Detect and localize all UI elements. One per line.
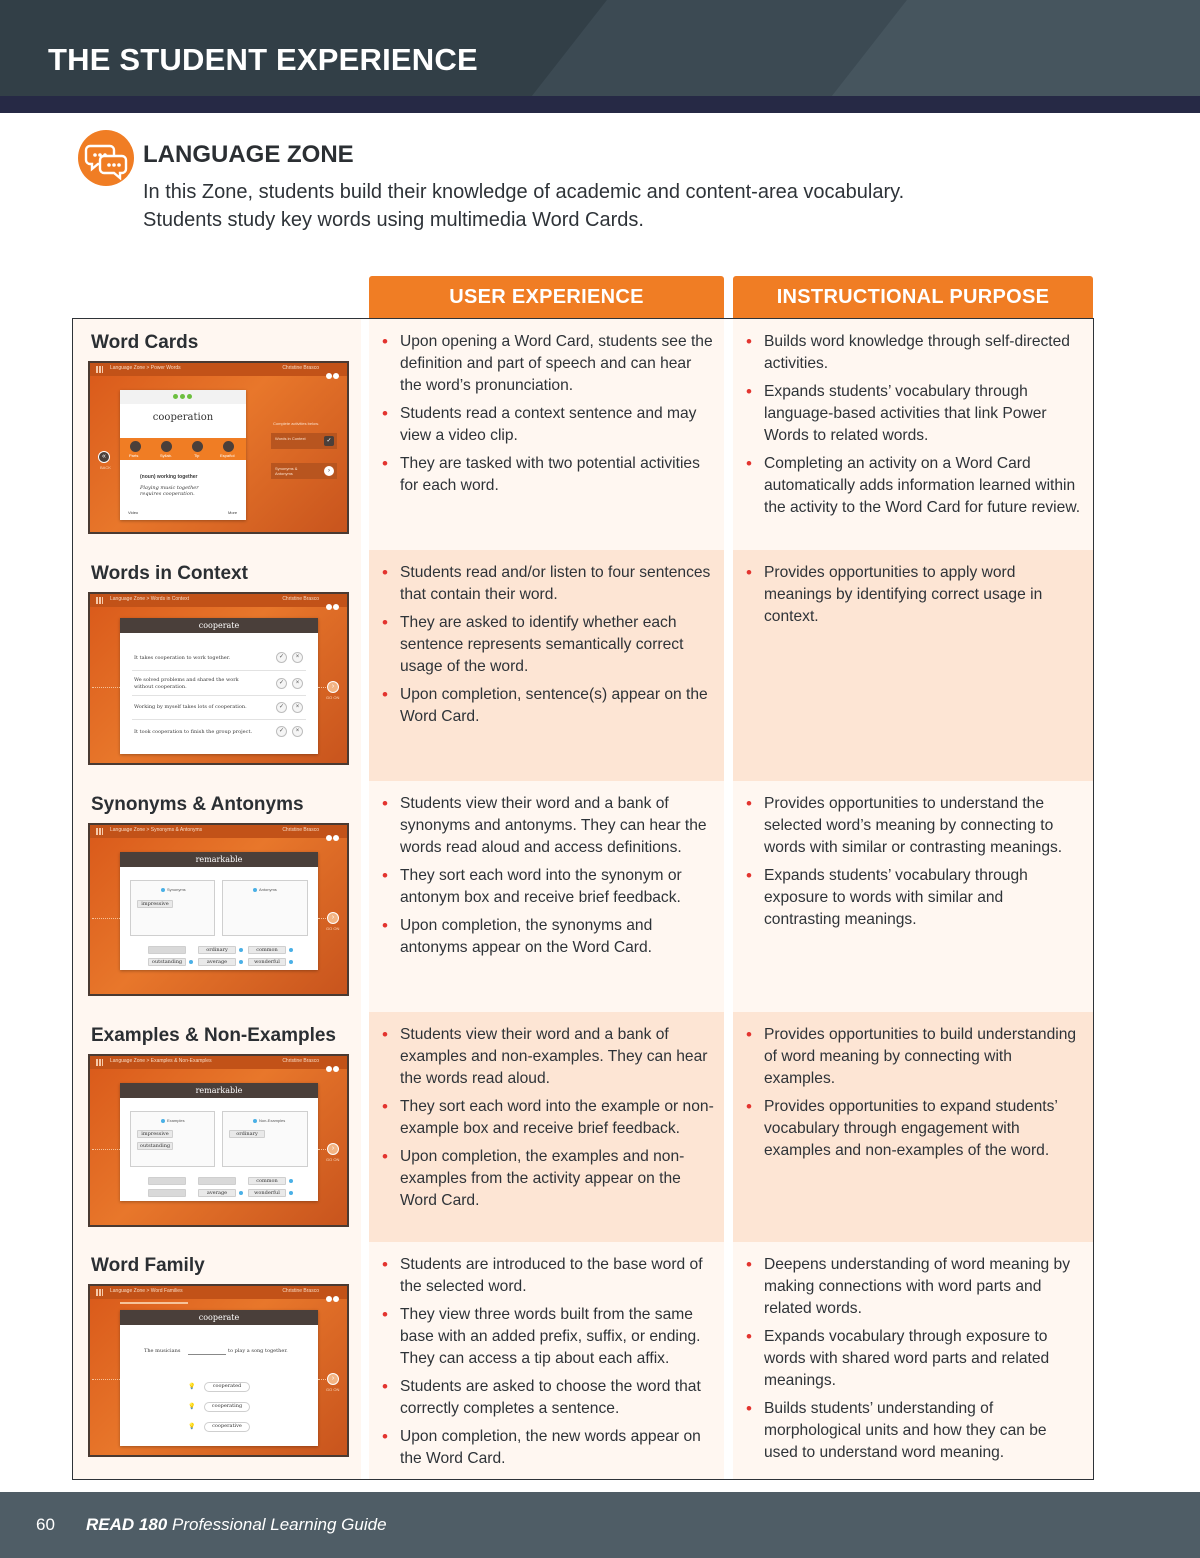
word-chip[interactable]: common: [248, 946, 286, 954]
tip-icon[interactable]: [192, 441, 203, 452]
lightbulb-icon[interactable]: 💡: [188, 1424, 196, 1430]
bullet-item: • Deepens understanding of word meaning by making connections with word parts and related words.: [745, 1254, 1083, 1320]
context-sentence: We solved problems and shared the work without cooperation.: [134, 677, 239, 690]
box-label: Synonyms: [167, 887, 186, 892]
bullet-item: • They are tasked with two potential activities for each word.: [381, 453, 714, 497]
bullet-item: • They are asked to identify whether each sentence represents semantically correct usage of the word.: [381, 612, 714, 678]
bullet-item: • Upon completion, the new words appear on the Word Card.: [381, 1426, 714, 1470]
go-on-label: GO ON: [326, 1157, 340, 1162]
context-sentence: It takes cooperation to work together.: [134, 655, 231, 661]
bullet-item: • Provides opportunities to build understanding of word meaning by connecting with examples.: [745, 1024, 1083, 1090]
non-examples-box[interactable]: [222, 1111, 308, 1167]
page-number: 60: [36, 1515, 55, 1534]
user-name: Christine Brasco: [282, 1288, 319, 1294]
bullet-item: • Upon completion, the examples and non-examples from the activity appear on the Word Card.: [381, 1146, 714, 1212]
user-name: Christine Brasco: [282, 827, 319, 833]
breadcrumb: Language Zone > Power Words: [110, 365, 181, 371]
lightbulb-icon[interactable]: 💡: [188, 1384, 196, 1390]
bullet-item: • Upon opening a Word Card, students see the definition and part of speech and can hear the word’s pronunciation.: [381, 331, 714, 397]
go-on-arrow-icon[interactable]: ›: [327, 1373, 339, 1385]
bullet-item: • They view three words built from the same base with an added prefix, suffix, or ending. They can access a tip about each affix.: [381, 1304, 714, 1370]
activity-word: cooperate: [120, 1310, 318, 1325]
context-sentence: Working by myself takes lots of cooperation.: [134, 704, 247, 710]
breadcrumb: Language Zone > Word Families: [110, 1288, 183, 1294]
word-chip[interactable]: wonderful: [248, 958, 286, 966]
instructional-purpose-cell: [733, 1012, 1093, 1242]
arrow-right-icon: ›: [324, 466, 334, 476]
row-label-cell: [73, 1012, 361, 1242]
table-row-words-in-context: [73, 550, 1093, 781]
go-on-arrow-icon[interactable]: ›: [327, 681, 339, 693]
footer-title: [86, 1515, 387, 1535]
synonyms-antonyms-screenshot: [88, 823, 349, 996]
column-header-user-experience: USER EXPERIENCE: [369, 276, 724, 318]
activities-label: Complete activities below.: [273, 421, 320, 426]
empty-slot: [198, 1177, 236, 1185]
incorrect-icon[interactable]: ×: [292, 678, 303, 689]
word-chip[interactable]: ordinary: [198, 946, 236, 954]
activity-synonyms-antonyms[interactable]: [271, 463, 337, 479]
row-title: Words in Context: [91, 563, 248, 584]
speech-bubbles-icon: [78, 130, 134, 186]
go-on-label: GO ON: [326, 926, 340, 931]
correct-icon[interactable]: ✓: [276, 726, 287, 737]
check-icon: ✓: [324, 436, 334, 446]
empty-slot: [148, 946, 186, 954]
bullet-item: • Students are introduced to the base word of the selected word.: [381, 1254, 714, 1298]
back-label: BACK: [100, 465, 111, 470]
word-chip[interactable]: impressive: [137, 1130, 173, 1138]
row-title: Examples & Non-Examples: [91, 1025, 336, 1046]
table-row-synonyms-antonyms: [73, 781, 1093, 1012]
breadcrumb: Language Zone > Synonyms & Antonyms: [110, 827, 203, 833]
zone-description-line: Students study key words using multimedia Word Cards.: [143, 209, 644, 231]
help-icon: [326, 835, 332, 841]
breadcrumb: Language Zone > Words in Context: [110, 596, 189, 602]
card-definition: (noun) working together: [140, 474, 198, 480]
activity-panel: [120, 618, 318, 754]
activity-panel: [120, 852, 318, 970]
header-accent-bar: [0, 96, 1200, 113]
examples-box[interactable]: [130, 1111, 215, 1167]
grid-icon: [96, 828, 103, 835]
user-experience-cell: [369, 1242, 724, 1479]
sentence-end: to play a song together.: [228, 1348, 288, 1354]
bullet-item: • Provides opportunities to understand the selected word’s meaning by connecting to words with similar or contrasting meanings.: [745, 793, 1083, 859]
sentence-start: The musicians: [144, 1348, 181, 1354]
tool-label: Español: [220, 453, 235, 458]
bullet-item: • Students view their word and a bank of synonyms and antonyms. They can hear the words read aloud and access definitions.: [381, 793, 714, 859]
word-chip[interactable]: impressive: [137, 900, 173, 908]
tool-label: Syllab.: [160, 453, 173, 458]
antonyms-box[interactable]: [222, 880, 308, 936]
close-icon: [333, 373, 339, 379]
bullet-item: • Provides opportunities to apply word meanings by identifying correct usage in context.: [745, 562, 1083, 628]
synonyms-box[interactable]: [130, 880, 215, 936]
empty-slot: [148, 1189, 186, 1197]
page-title: THE STUDENT EXPERIENCE: [48, 42, 478, 77]
bullet-item: • Provides opportunities to expand students’ vocabulary through engagement with examples and non-examples of the word.: [745, 1096, 1083, 1162]
activity-word: remarkable: [120, 1083, 318, 1098]
page-footer: [0, 1492, 1200, 1558]
zone-description: [143, 178, 1043, 234]
help-icon: [326, 1066, 332, 1072]
word-chip[interactable]: average: [198, 1189, 236, 1197]
activity-words-in-context[interactable]: [271, 433, 337, 449]
activity-word: cooperate: [120, 618, 318, 633]
grid-icon: [96, 366, 103, 373]
column-header-instructional-purpose: INSTRUCTIONAL PURPOSE: [733, 276, 1093, 318]
word-chip[interactable]: common: [248, 1177, 286, 1185]
table-row-word-family: [73, 1242, 1093, 1479]
activity-label: Words in Context: [275, 436, 306, 441]
lightbulb-icon[interactable]: 💡: [188, 1404, 196, 1410]
user-name: Christine Brasco: [282, 365, 319, 371]
card-sentence: Playing music together requires cooperation.: [140, 485, 199, 497]
page-header-banner: [0, 0, 1200, 96]
grid-icon: [96, 1059, 103, 1066]
correct-icon[interactable]: ✓: [276, 652, 287, 663]
grid-icon: [96, 597, 103, 604]
word-choice[interactable]: cooperated: [204, 1382, 250, 1392]
bullet-item: • Upon completion, sentence(s) appear on the Word Card.: [381, 684, 714, 728]
word-choice[interactable]: cooperative: [204, 1422, 250, 1432]
syllables-icon[interactable]: [161, 441, 172, 452]
bullet-item: • Students view their word and a bank of examples and non-examples. They can hear the words read aloud.: [381, 1024, 714, 1090]
incorrect-icon[interactable]: ×: [292, 652, 303, 663]
instructional-purpose-cell: [733, 781, 1093, 1012]
more-label[interactable]: More: [228, 510, 238, 515]
activity-label: Synonyms & Antonyms: [275, 466, 298, 476]
incorrect-icon[interactable]: ×: [292, 726, 303, 737]
incorrect-icon[interactable]: ×: [292, 702, 303, 713]
row-title: Word Cards: [91, 332, 199, 353]
card-progress: [120, 390, 246, 404]
tool-label: Tip: [194, 453, 200, 458]
close-icon: [333, 604, 339, 610]
context-sentence: It took cooperation to finish the group project.: [134, 729, 253, 735]
footer-guide-title: Professional Learning Guide: [172, 1515, 387, 1534]
words-in-context-screenshot: [88, 592, 349, 765]
user-experience-cell: [369, 781, 724, 1012]
table-row-examples-non-examples: [73, 1012, 1093, 1242]
user-name: Christine Brasco: [282, 596, 319, 602]
progress-indicator: [120, 1302, 188, 1304]
correct-icon[interactable]: ✓: [276, 702, 287, 713]
grid-icon: [96, 1289, 103, 1296]
correct-icon[interactable]: ✓: [276, 678, 287, 689]
instructional-purpose-cell: [733, 1242, 1093, 1479]
help-icon: [326, 373, 332, 379]
bullet-item: • Builds word knowledge through self-directed activities.: [745, 331, 1083, 375]
bullet-item: • Students read and/or listen to four sentences that contain their word.: [381, 562, 714, 606]
table-row-word-cards: [73, 319, 1093, 550]
user-experience-cell: [369, 550, 724, 781]
sentence-blank: [188, 1354, 226, 1355]
video-label[interactable]: Video: [128, 510, 139, 515]
row-title: Synonyms & Antonyms: [91, 794, 304, 815]
word-chip[interactable]: average: [198, 958, 236, 966]
row-title: Word Family: [91, 1255, 205, 1276]
word-chip[interactable]: wonderful: [248, 1189, 286, 1197]
row-label-cell: [73, 781, 361, 1012]
bullet-item: • Expands students’ vocabulary through exposure to words with similar and contrasting meanings.: [745, 865, 1083, 931]
user-experience-cell: [369, 319, 724, 550]
user-name: Christine Brasco: [282, 1058, 319, 1064]
word-card-panel: [120, 390, 246, 520]
empty-slot: [148, 1177, 186, 1185]
footer-brand: READ 180: [86, 1515, 168, 1534]
parts-icon[interactable]: [130, 441, 141, 452]
instructional-purpose-cell: [733, 319, 1093, 550]
user-experience-cell: [369, 1012, 724, 1242]
bullet-item: • Students are asked to choose the word that correctly completes a sentence.: [381, 1376, 714, 1420]
row-label-cell: [73, 319, 361, 550]
word-choice[interactable]: cooperating: [204, 1402, 250, 1412]
zone-description-line: In this Zone, students build their knowledge of academic and content-area vocabulary.: [143, 181, 905, 203]
tool-strip: [120, 438, 246, 460]
go-on-label: GO ON: [326, 1387, 340, 1392]
close-icon: [333, 835, 339, 841]
word-chip[interactable]: outstanding: [137, 1142, 173, 1150]
go-on-label: GO ON: [326, 695, 340, 700]
row-label-cell: [73, 1242, 361, 1479]
bullet-item: • Expands students’ vocabulary through language-based activities that link Power Words to related words.: [745, 381, 1083, 447]
help-icon: [326, 604, 332, 610]
activity-word: remarkable: [120, 852, 318, 867]
box-label: Examples: [167, 1118, 185, 1123]
go-on-arrow-icon[interactable]: ›: [327, 912, 339, 924]
bullet-item: • They sort each word into the synonym or antonym box and receive brief feedback.: [381, 865, 714, 909]
box-label: Antonyms: [259, 887, 277, 892]
row-label-cell: [73, 550, 361, 781]
card-word: cooperation: [152, 412, 214, 423]
bullet-item: • Students read a context sentence and may view a video clip.: [381, 403, 714, 447]
breadcrumb: Language Zone > Examples & Non-Examples: [110, 1058, 212, 1064]
instructional-purpose-cell: [733, 550, 1093, 781]
word-family-screenshot: [88, 1284, 349, 1457]
activity-panel: [120, 1083, 318, 1201]
zone-title: LANGUAGE ZONE: [143, 141, 354, 168]
examples-screenshot: [88, 1054, 349, 1227]
back-arrow-icon[interactable]: «: [98, 451, 110, 463]
activity-panel: [120, 1310, 318, 1446]
close-icon: [333, 1066, 339, 1072]
word-chip[interactable]: outstanding: [148, 958, 186, 966]
bullet-item: • Builds students’ understanding of morphological units and how they can be used to understand word meaning.: [745, 1398, 1083, 1464]
box-label: Non-Examples: [259, 1118, 286, 1123]
bullet-item: • Completing an activity on a Word Card automatically adds information learned within the activity to the Word Card for future review.: [745, 453, 1083, 519]
tool-label: Parts: [129, 453, 139, 458]
word-chip[interactable]: ordinary: [229, 1130, 265, 1138]
word-card-screenshot: [88, 361, 349, 534]
bullet-item: • Upon completion, the synonyms and antonyms appear on the Word Card.: [381, 915, 714, 959]
bullet-item: • Expands vocabulary through exposure to words with shared word parts and related meanings.: [745, 1326, 1083, 1392]
go-on-arrow-icon[interactable]: ›: [327, 1143, 339, 1155]
spanish-icon[interactable]: [223, 441, 234, 452]
help-icon: [326, 1296, 332, 1302]
close-icon: [333, 1296, 339, 1302]
bullet-item: • They sort each word into the example or non-example box and receive brief feedback.: [381, 1096, 714, 1140]
